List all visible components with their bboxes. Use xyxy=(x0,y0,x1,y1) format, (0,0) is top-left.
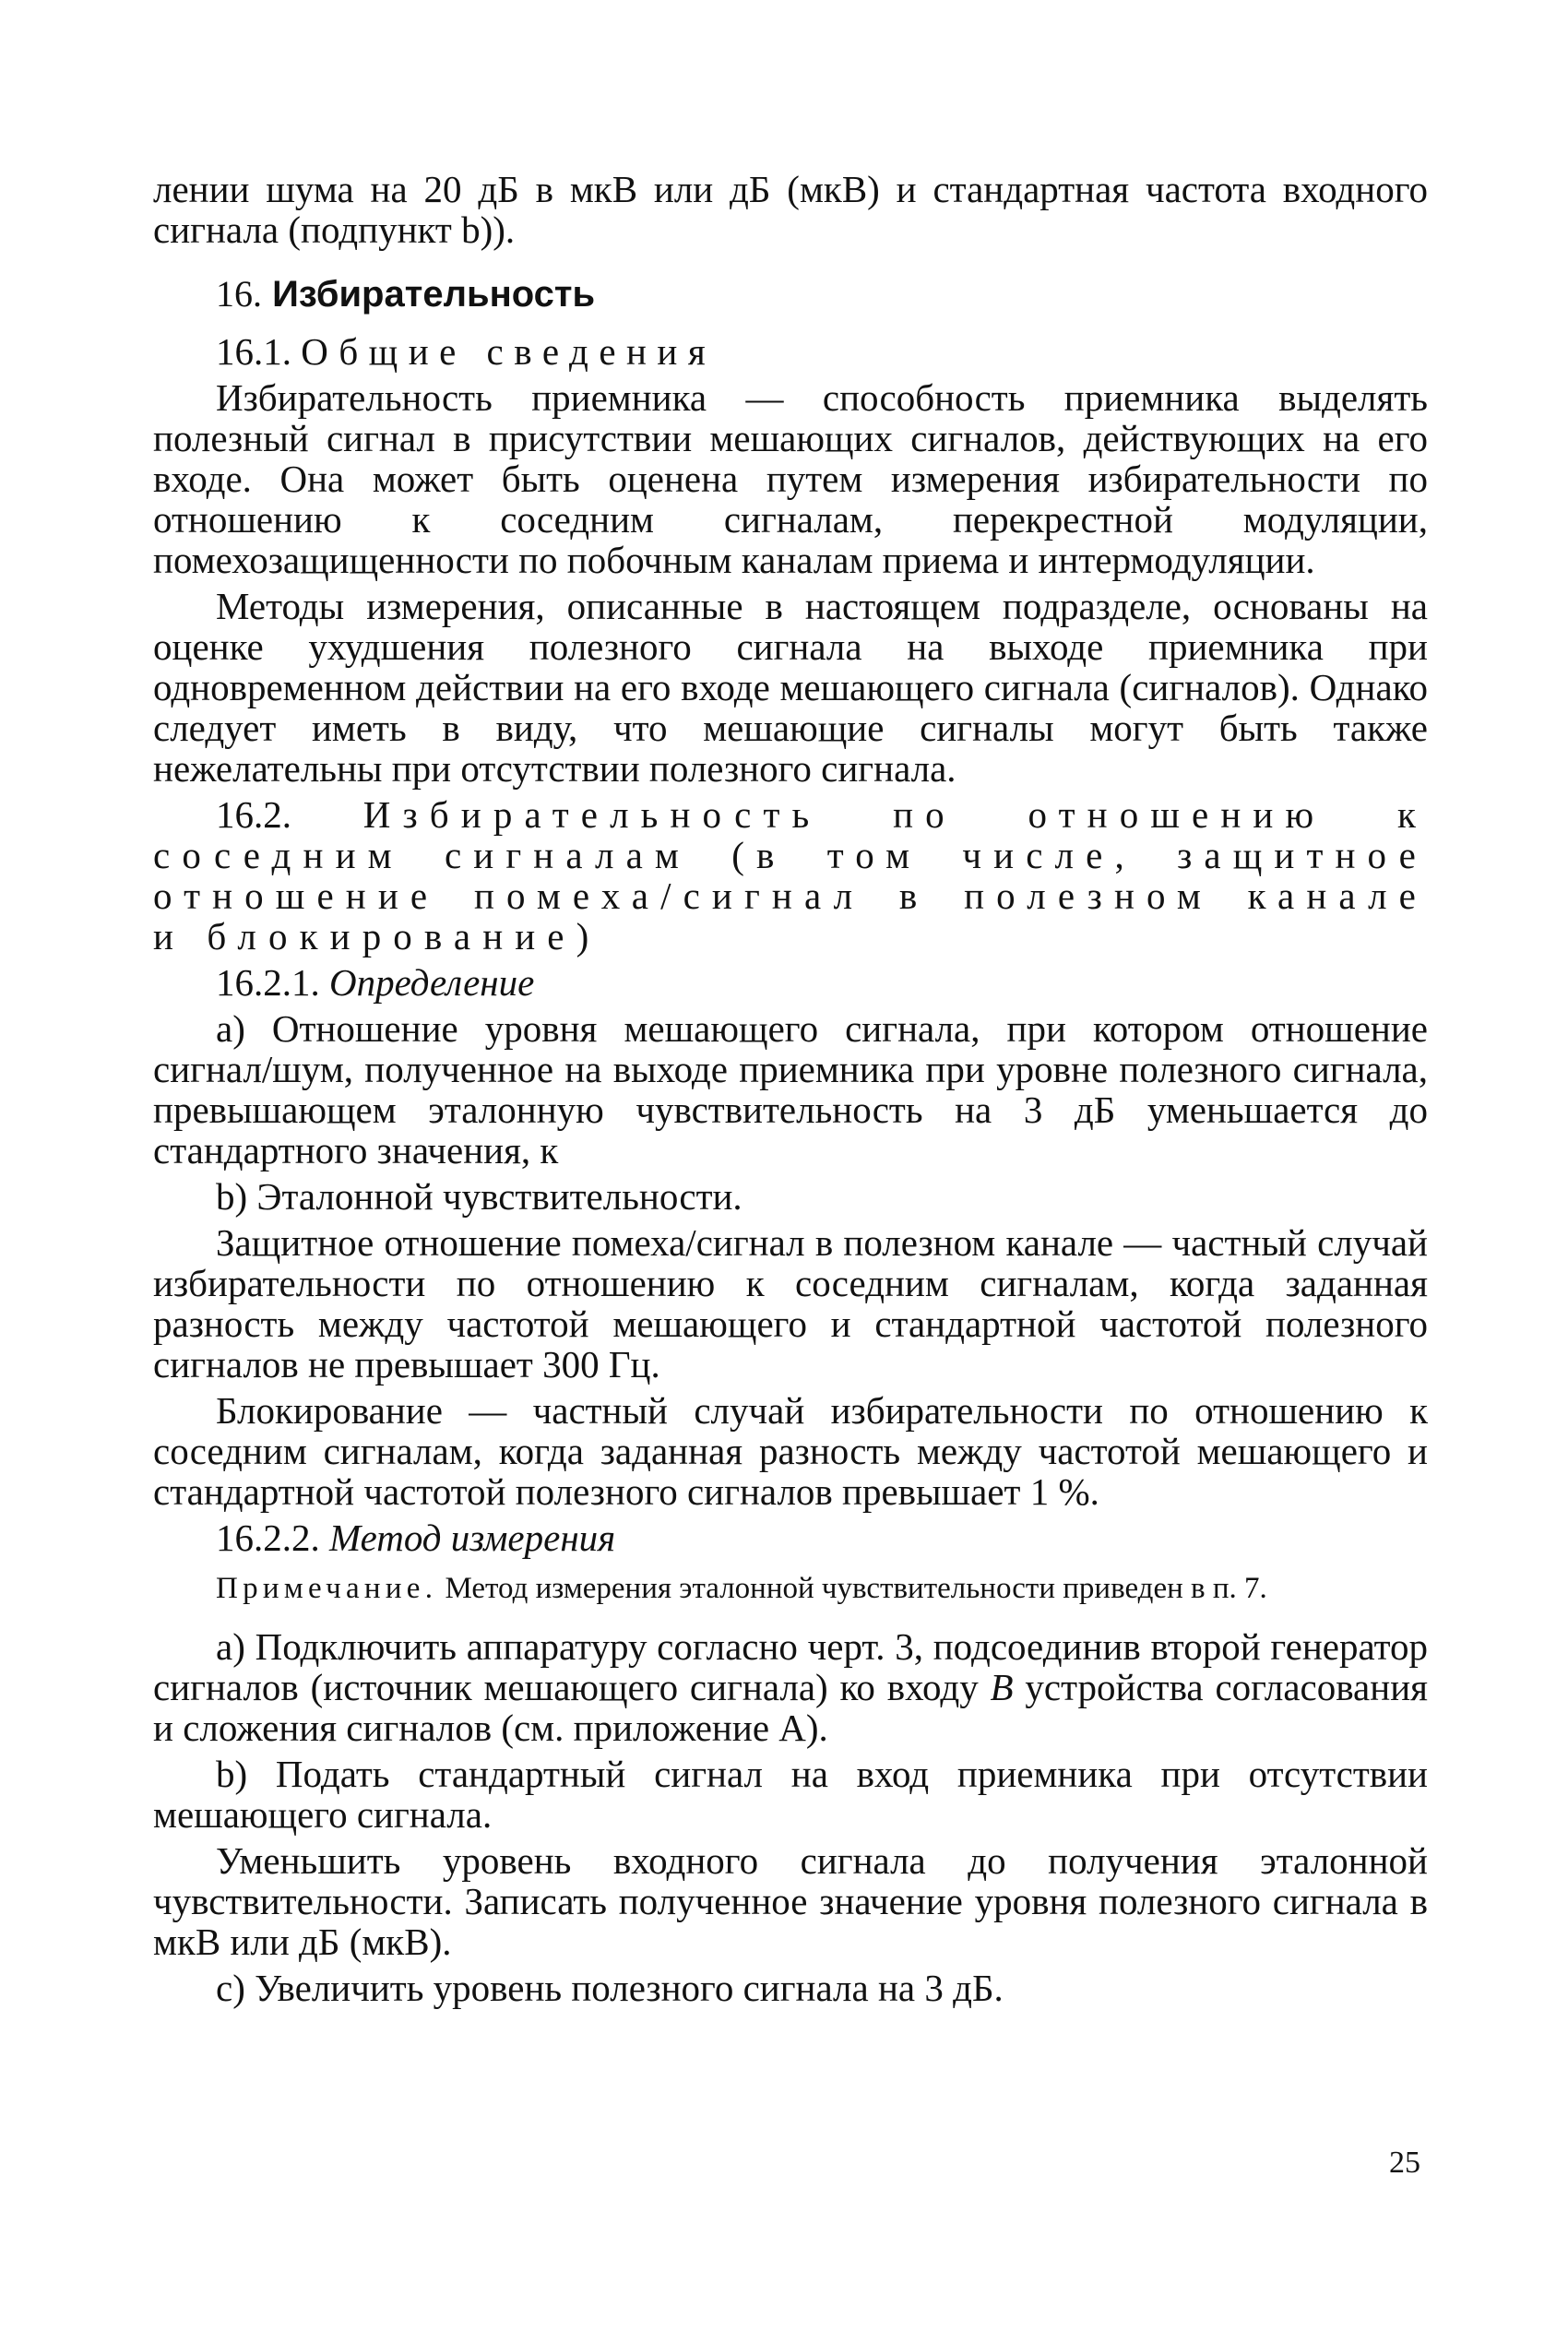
intro-paragraph: лении шума на 20 дБ в мкВ или дБ (мкВ) и стандартная частота входного сигнала (подпункт b)). xyxy=(153,168,1428,251)
section-16-heading xyxy=(216,274,1428,315)
step-a-prefix: a) Подключить аппаратуру согласно черт. 3, подсоединив второй генератор сигналов (источник мешающего сигнала) ко входу xyxy=(153,1625,1428,1708)
page-number: 25 xyxy=(1389,2146,1420,2180)
subsection-16-1-number: 16.1. xyxy=(216,330,291,373)
section-16-number: 16. xyxy=(216,273,262,315)
step-a xyxy=(153,1626,1428,1748)
subsection-16-2-number: 16.2. xyxy=(216,793,291,836)
subsection-16-2-1-number: 16.2.1. xyxy=(216,961,320,1004)
subsection-16-2-2-heading xyxy=(216,1517,1428,1558)
subsection-16-1-heading xyxy=(216,331,1428,372)
section-16-title: Избирательность xyxy=(272,274,596,315)
protection-ratio-paragraph: Защитное отношение помеха/сигнал в полезном канале — частный случай избирательности по отношению к соседним сигналам, когда заданная разность между частотой мешающего и стандартной частотой полезного сигналов не превышает 300 Гц. xyxy=(153,1221,1428,1386)
definition-b: b) Эталонной чувствительности. xyxy=(216,1175,742,1218)
note-lead: Примечание. xyxy=(216,1572,438,1605)
note xyxy=(153,1571,1428,1606)
document-page xyxy=(153,169,1428,2014)
note-text: Метод измерения эталонной чувствительности приведен в п. 7. xyxy=(445,1572,1267,1605)
step-a-suffix: устройства согласования и сложения сигналов (см. приложение А). xyxy=(153,1666,1428,1749)
subsection-16-2-1-title: Определение xyxy=(329,961,535,1004)
definition-a: a) Отношение уровня мешающего сигнала, при котором отношение сигнал/шум, полученное на выходе приемника при уровне полезного сигнала, превышающем эталонную чувствительность на 3 дБ уменьшается до стандартного значения, к xyxy=(153,1007,1428,1171)
subsection-16-1-title: Общие сведения xyxy=(301,330,717,373)
general-paragraph-2: Методы измерения, описанные в настоящем подразделе, основаны на оценке ухудшения полезного сигнала на выходе приемника при одновременном действии на его входе мешающего сигнала (сигналов). Однако следует иметь в виду, что мешающие сигналы могут быть также нежелательны при отсутствии полезного сигнала. xyxy=(153,585,1428,790)
subsection-16-2-1-heading xyxy=(216,962,1428,1003)
subsection-16-2-heading xyxy=(153,794,1428,957)
general-paragraph-1: Избирательность приемника — способность приемника выделять полезный сигнал в присутствии мешающих сигналов, действующих на его входе. Она может быть оценена путем измерения избирательности по отношению к соседним сигналам, перекрестной модуляции, помехозащищенности по побочным каналам приема и интермодуляции. xyxy=(153,376,1428,581)
reduce-paragraph: Уменьшить уровень входного сигнала до получения эталонной чувствительности. Записать полученное значение уровня полезного сигнала в мкВ или дБ (мкВ). xyxy=(153,1839,1428,1963)
step-b: b) Подать стандартный сигнал на вход приемника при отсутствии мешающего сигнала. xyxy=(153,1753,1428,1836)
subsection-16-2-2-number: 16.2.2. xyxy=(216,1516,320,1559)
subsection-16-2-2-title: Метод измерения xyxy=(329,1516,616,1559)
blocking-paragraph: Блокирование — частный случай избирательности по отношению к соседним сигналам, когда заданная разность между частотой мешающего и стандартной частотой полезного сигналов превышает 1 %. xyxy=(153,1389,1428,1513)
subsection-16-2-title: Избирательность по отношению к соседним сигналам (в том числе, защитное отношение помеха/сигнал в полезном канале и блокирование) xyxy=(153,793,1428,957)
step-a-input-label: B xyxy=(990,1666,1014,1708)
step-c: c) Увеличить уровень полезного сигнала на 3 дБ. xyxy=(216,1967,1004,2009)
